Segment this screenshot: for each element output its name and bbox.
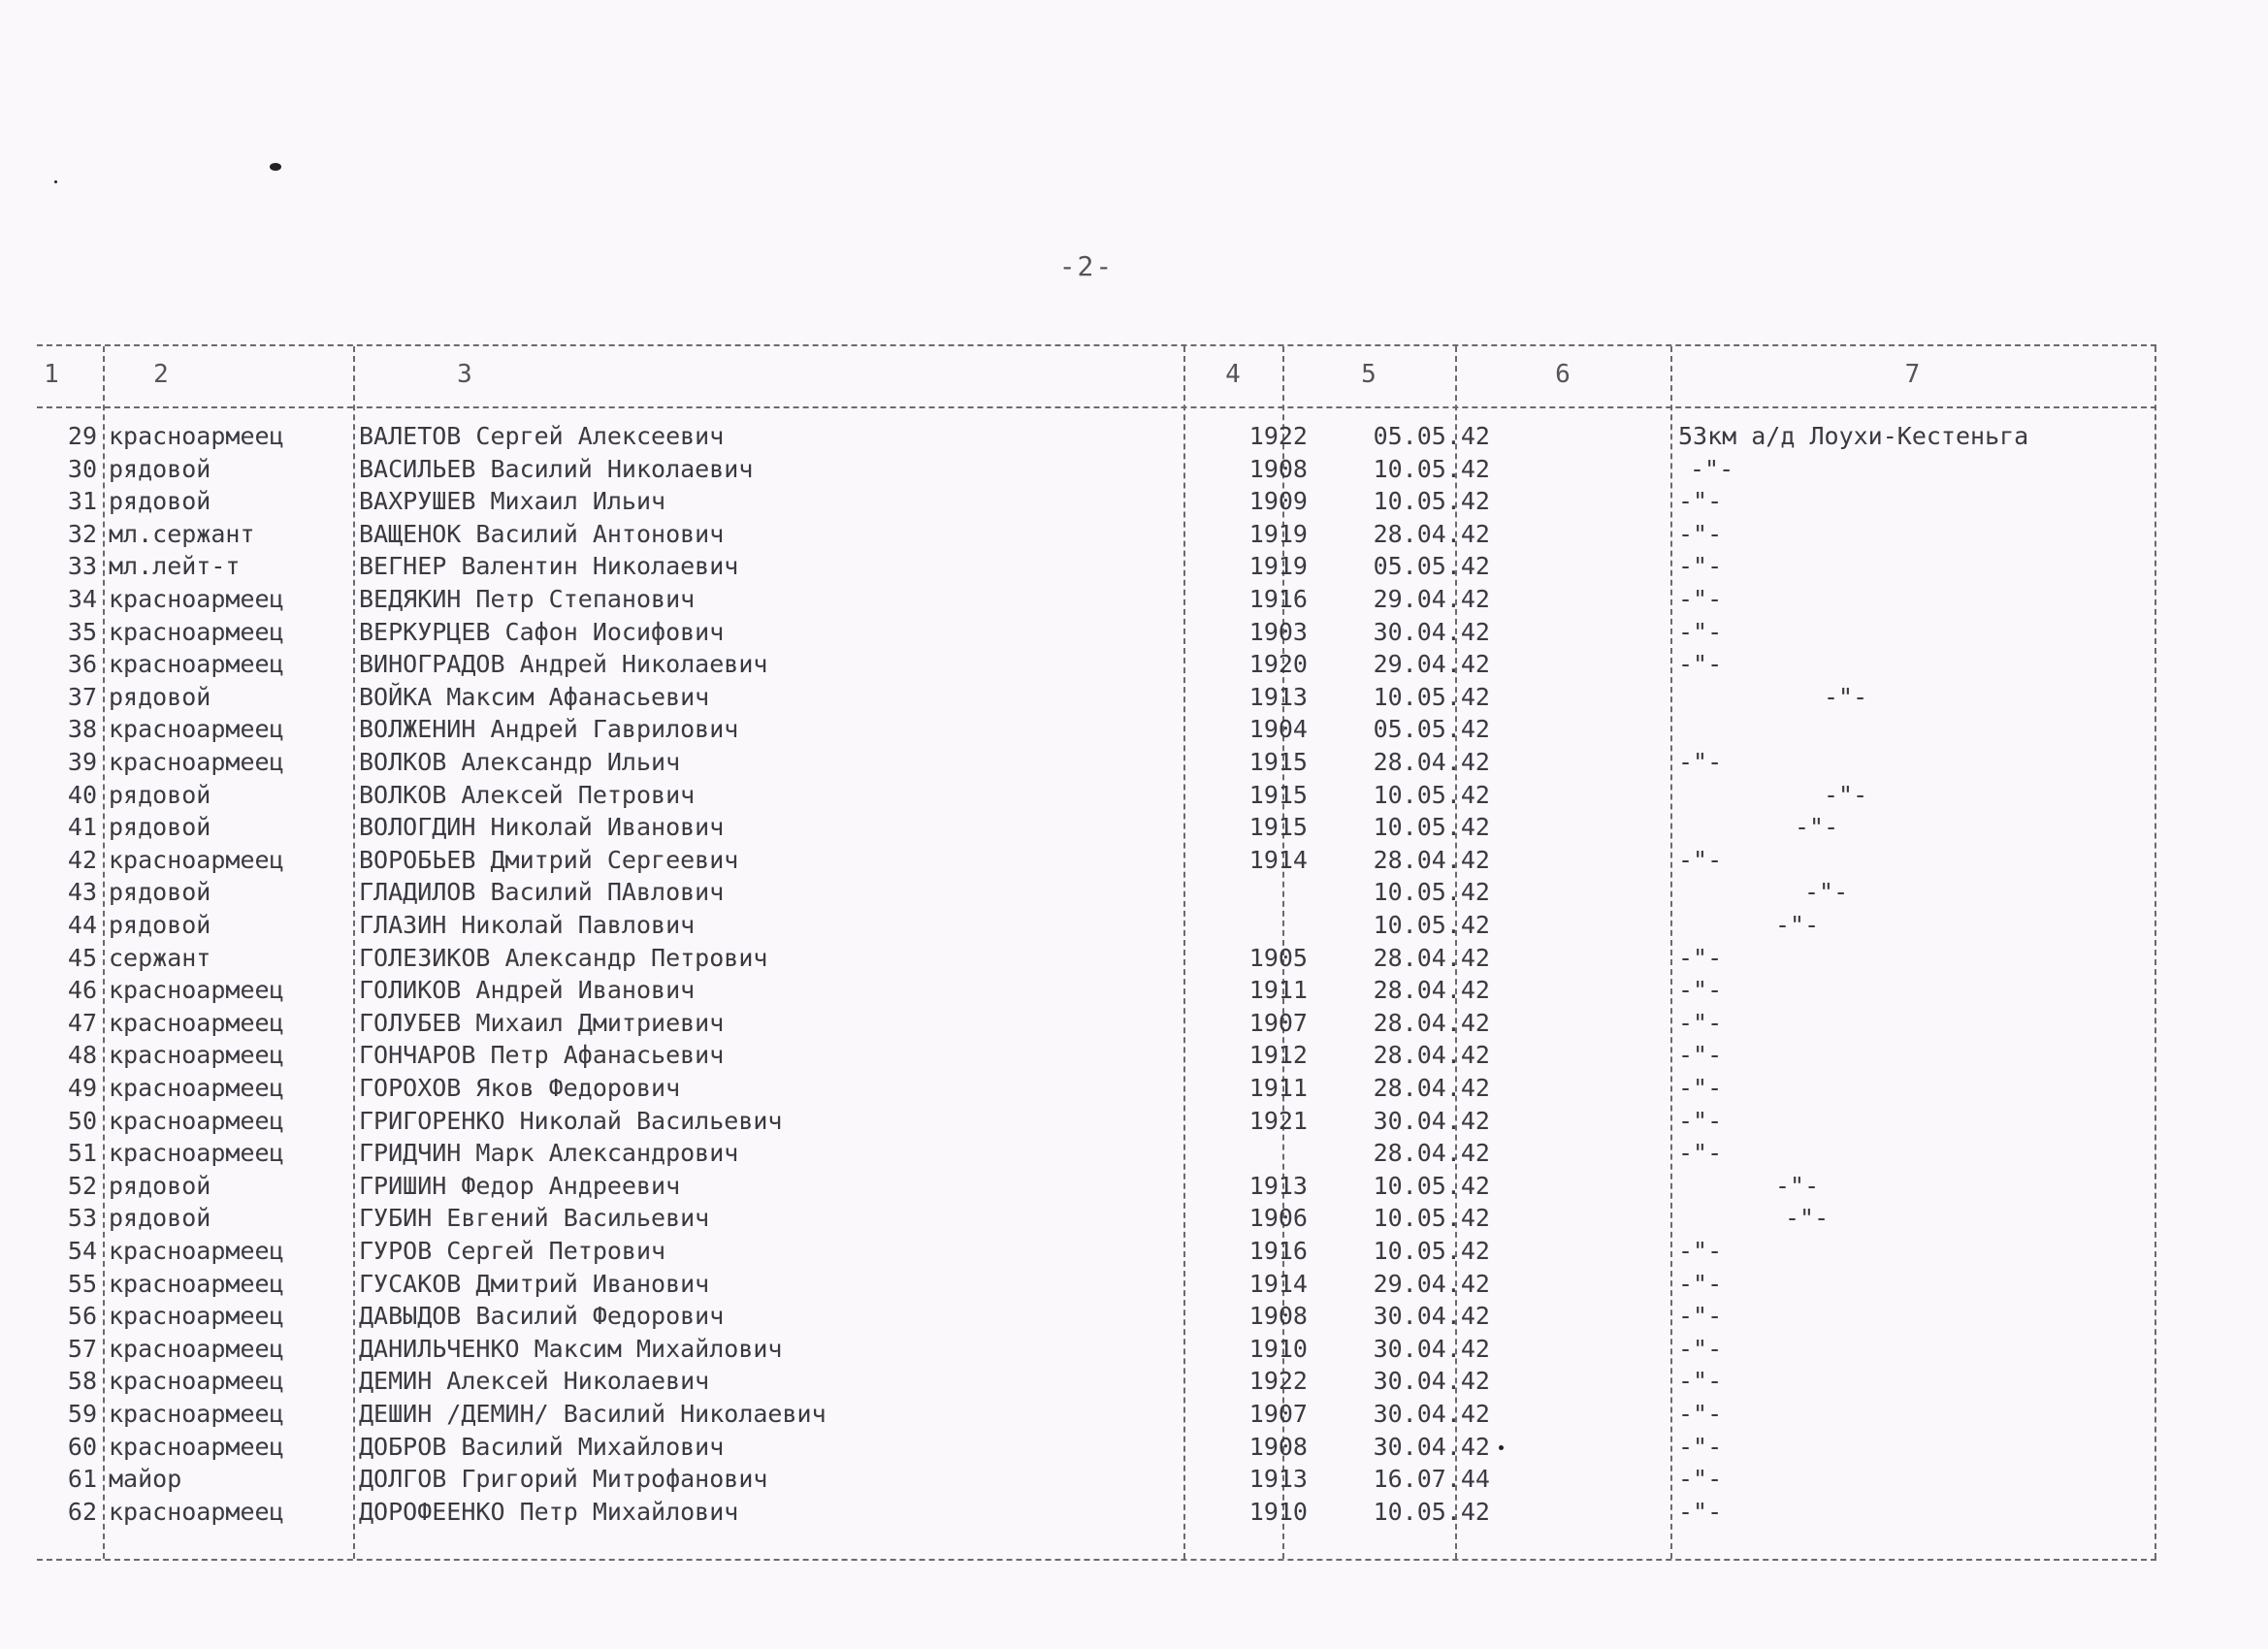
cell-name: ВАХРУШЕВ Михаил Ильич <box>359 487 666 516</box>
cell-col7: -"- <box>1678 487 1723 516</box>
cell-name: ГУРОВ Сергей Петрович <box>359 1237 666 1265</box>
cell-rank: рядовой <box>109 911 211 939</box>
scan-speck <box>1499 1445 1504 1450</box>
table-row <box>37 746 2156 779</box>
cell-n: 53 <box>67 1204 97 1233</box>
cell-name: ГРИДЧИН Марк Александрович <box>359 1139 739 1168</box>
table-row <box>37 1235 2156 1268</box>
table-row <box>37 1268 2156 1301</box>
cell-col7: 53км а/д Лоухи-Кестеньга <box>1678 422 2029 450</box>
table-row <box>37 844 2156 877</box>
cell-name: ГРИГОРЕНКО Николай Васильевич <box>359 1106 783 1135</box>
table-row <box>37 518 2156 551</box>
cell-col7: -"- <box>1678 1074 1723 1102</box>
cell-rank: красноармеец <box>109 1400 284 1428</box>
cell-n: 57 <box>67 1334 97 1363</box>
cell-rank: красноармеец <box>109 1008 284 1037</box>
cell-col7: -"- <box>1678 1334 1723 1363</box>
cell-date: 30.04.42 <box>1373 1334 1490 1363</box>
cell-year: 1911 <box>1248 1074 1308 1102</box>
scan-speck <box>54 180 57 183</box>
scan-speck <box>270 163 281 171</box>
cell-n: 56 <box>67 1302 97 1331</box>
table-row <box>37 1039 2156 1072</box>
cell-rank: красноармеец <box>109 1334 284 1363</box>
cell-n: 60 <box>67 1432 97 1461</box>
cell-n: 42 <box>67 845 97 874</box>
cell-date: 30.04.42 <box>1373 1400 1490 1428</box>
cell-n: 61 <box>67 1465 97 1494</box>
cell-name: ВИНОГРАДОВ Андрей Николаевич <box>359 650 768 679</box>
column-header-4: 4 <box>1225 360 1241 389</box>
cell-name: ВАСИЛЬЕВ Василий Николаевич <box>359 454 754 483</box>
cell-col7: -"- <box>1678 1432 1723 1461</box>
cell-date: 28.04.42 <box>1373 1074 1490 1102</box>
cell-name: ВОЛОГДИН Николай Иванович <box>359 813 725 842</box>
cell-year: 1916 <box>1248 585 1308 613</box>
cell-n: 49 <box>67 1074 97 1102</box>
column-header-5: 5 <box>1361 360 1377 389</box>
table-row <box>37 811 2156 844</box>
cell-year: 1913 <box>1248 682 1308 711</box>
cell-year: 1904 <box>1248 715 1308 744</box>
cell-year: 1919 <box>1248 552 1308 581</box>
cell-year: 1913 <box>1248 1465 1308 1494</box>
cell-date: 28.04.42 <box>1373 943 1490 972</box>
cell-n: 47 <box>67 1008 97 1037</box>
column-header-6: 6 <box>1555 360 1571 389</box>
cell-name: ДОЛГОВ Григорий Митрофанович <box>359 1465 768 1494</box>
cell-col7: -"- <box>1678 1237 1723 1265</box>
cell-date: 30.04.42 <box>1373 1302 1490 1331</box>
cell-name: ГОНЧАРОВ Петр Афанасьевич <box>359 1041 725 1070</box>
cell-name: ВЕДЯКИН Петр Степанович <box>359 585 696 613</box>
table-row <box>37 1463 2156 1496</box>
cell-rank: рядовой <box>109 780 211 809</box>
cell-date: 29.04.42 <box>1373 1269 1490 1298</box>
cell-col7: -"- <box>1795 813 1839 842</box>
cell-col7: -"- <box>1678 1302 1723 1331</box>
cell-n: 31 <box>67 487 97 516</box>
cell-name: ВАЩЕНОК Василий Антонович <box>359 519 725 548</box>
cell-date: 10.05.42 <box>1373 911 1490 939</box>
cell-col7: -"- <box>1678 845 1723 874</box>
cell-year: 1907 <box>1248 1400 1308 1428</box>
cell-n: 43 <box>67 878 97 907</box>
cell-col7: -"- <box>1678 650 1723 679</box>
cell-name: ВЕГНЕР Валентин Николаевич <box>359 552 739 581</box>
cell-col7: -"- <box>1678 976 1723 1005</box>
cell-n: 46 <box>67 976 97 1005</box>
cell-year: 1908 <box>1248 454 1308 483</box>
cell-n: 36 <box>67 650 97 679</box>
cell-n: 45 <box>67 943 97 972</box>
cell-rank: красноармеец <box>109 650 284 679</box>
table-row <box>37 779 2156 812</box>
cell-rank: красноармеец <box>109 715 284 744</box>
cell-col7: -"- <box>1678 1139 1723 1168</box>
cell-n: 54 <box>67 1237 97 1265</box>
table-row <box>37 876 2156 909</box>
cell-date: 28.04.42 <box>1373 1139 1490 1168</box>
cell-year: 1910 <box>1248 1497 1308 1526</box>
cell-n: 41 <box>67 813 97 842</box>
cell-date: 10.05.42 <box>1373 1497 1490 1526</box>
cell-date: 30.04.42 <box>1373 1432 1490 1461</box>
cell-year: 1909 <box>1248 487 1308 516</box>
cell-rank: рядовой <box>109 1171 211 1200</box>
cell-date: 28.04.42 <box>1373 519 1490 548</box>
cell-year: 1915 <box>1248 813 1308 842</box>
cell-rank: сержант <box>109 943 211 972</box>
cell-rank: красноармеец <box>109 845 284 874</box>
cell-name: ГОЛИКОВ Андрей Иванович <box>359 976 696 1005</box>
cell-name: ГОЛУБЕВ Михаил Дмитриевич <box>359 1008 725 1037</box>
cell-date: 10.05.42 <box>1373 487 1490 516</box>
cell-name: ГОЛЕЗИКОВ Александр Петрович <box>359 943 768 972</box>
cell-col7: -"- <box>1678 1106 1723 1135</box>
cell-date: 05.05.42 <box>1373 552 1490 581</box>
cell-n: 33 <box>67 552 97 581</box>
table-row <box>37 1365 2156 1398</box>
cell-col7: -"- <box>1690 454 1734 483</box>
column-header-3: 3 <box>457 360 472 389</box>
table-row <box>37 453 2156 486</box>
cell-name: ВЕРКУРЦЕВ Сафон Иосифович <box>359 617 725 646</box>
cell-name: ДЕМИН Алексей Николаевич <box>359 1367 710 1396</box>
cell-rank: рядовой <box>109 1204 211 1233</box>
cell-year: 1913 <box>1248 1171 1308 1200</box>
cell-col7: -"- <box>1678 1465 1723 1494</box>
cell-rank: красноармеец <box>109 1497 284 1526</box>
header-separator <box>37 406 2156 408</box>
table-row <box>37 1333 2156 1366</box>
cell-name: ДЕШИН /ДЕМИН/ Василий Николаевич <box>359 1400 826 1428</box>
cell-name: ВОЛЖЕНИН Андрей Гаврилович <box>359 715 739 744</box>
burial-list-table <box>37 344 2156 1561</box>
cell-year: 1903 <box>1248 617 1308 646</box>
table-row <box>37 1300 2156 1333</box>
cell-year: 1907 <box>1248 1008 1308 1037</box>
cell-name: ВОЙКА Максим Афанасьевич <box>359 682 710 711</box>
cell-date: 30.04.42 <box>1373 1367 1490 1396</box>
cell-year: 1908 <box>1248 1302 1308 1331</box>
table-row <box>37 681 2156 714</box>
cell-year: 1921 <box>1248 1106 1308 1135</box>
cell-year: 1916 <box>1248 1237 1308 1265</box>
cell-year: 1906 <box>1248 1204 1308 1233</box>
cell-date: 05.05.42 <box>1373 422 1490 450</box>
cell-date: 10.05.42 <box>1373 878 1490 907</box>
cell-n: 62 <box>67 1497 97 1526</box>
table-row <box>37 550 2156 583</box>
table-row <box>37 1072 2156 1105</box>
cell-name: ВАЛЕТОВ Сергей Алексеевич <box>359 422 725 450</box>
cell-date: 10.05.42 <box>1373 454 1490 483</box>
cell-rank: красноармеец <box>109 748 284 776</box>
cell-name: ДАВЫДОВ Василий Федорович <box>359 1302 725 1331</box>
cell-rank: красноармеец <box>109 1432 284 1461</box>
column-header-1: 1 <box>44 360 59 389</box>
cell-date: 10.05.42 <box>1373 682 1490 711</box>
table-row <box>37 420 2156 453</box>
cell-n: 51 <box>67 1139 97 1168</box>
cell-col7: -"- <box>1678 519 1723 548</box>
cell-year: 1915 <box>1248 748 1308 776</box>
cell-col7: -"- <box>1775 911 1820 939</box>
cell-name: ГУСАКОВ Дмитрий Иванович <box>359 1269 710 1298</box>
cell-date: 28.04.42 <box>1373 976 1490 1005</box>
cell-n: 48 <box>67 1041 97 1070</box>
table-row <box>37 648 2156 681</box>
cell-year: 1922 <box>1248 1367 1308 1396</box>
cell-rank: красноармеец <box>109 1106 284 1135</box>
cell-col7: -"- <box>1678 748 1723 776</box>
cell-n: 40 <box>67 780 97 809</box>
cell-date: 10.05.42 <box>1373 813 1490 842</box>
cell-name: ДАНИЛЬЧЕНКО Максим Михайлович <box>359 1334 783 1363</box>
cell-rank: рядовой <box>109 682 211 711</box>
table-row <box>37 583 2156 616</box>
cell-date: 28.04.42 <box>1373 748 1490 776</box>
cell-date: 28.04.42 <box>1373 845 1490 874</box>
cell-date: 10.05.42 <box>1373 1204 1490 1233</box>
cell-rank: красноармеец <box>109 1237 284 1265</box>
cell-year: 1912 <box>1248 1041 1308 1070</box>
cell-rank: мл.сержант <box>109 519 255 548</box>
cell-rank: рядовой <box>109 878 211 907</box>
cell-n: 38 <box>67 715 97 744</box>
cell-col7: -"- <box>1678 1367 1723 1396</box>
column-header-7: 7 <box>1904 360 1921 389</box>
cell-name: ДОБРОВ Василий Михайлович <box>359 1432 725 1461</box>
cell-name: ГЛАЗИН Николай Павлович <box>359 911 696 939</box>
table-row <box>37 1496 2156 1529</box>
cell-n: 58 <box>67 1367 97 1396</box>
cell-date: 10.05.42 <box>1373 1171 1490 1200</box>
cell-col7: -"- <box>1775 1171 1820 1200</box>
cell-date: 30.04.42 <box>1373 617 1490 646</box>
table-row <box>37 1398 2156 1431</box>
cell-col7: -"- <box>1678 1008 1723 1037</box>
cell-col7: -"- <box>1824 682 1868 711</box>
cell-date: 10.05.42 <box>1373 780 1490 809</box>
cell-rank: рядовой <box>109 454 211 483</box>
page-number: -2- <box>1058 250 1115 282</box>
table-row <box>37 1007 2156 1040</box>
cell-name: ВОРОБЬЕВ Дмитрий Сергеевич <box>359 845 739 874</box>
cell-year: 1910 <box>1248 1334 1308 1363</box>
cell-col7: -"- <box>1824 780 1868 809</box>
cell-date: 10.05.42 <box>1373 1237 1490 1265</box>
cell-date: 28.04.42 <box>1373 1041 1490 1070</box>
cell-date: 30.04.42 <box>1373 1106 1490 1135</box>
cell-rank: красноармеец <box>109 1041 284 1070</box>
cell-date: 29.04.42 <box>1373 650 1490 679</box>
cell-n: 29 <box>67 422 97 450</box>
column-header-2: 2 <box>153 360 169 389</box>
table-row <box>37 942 2156 975</box>
cell-rank: мл.лейт-т <box>109 552 241 581</box>
cell-date: 29.04.42 <box>1373 585 1490 613</box>
cell-col7: -"- <box>1804 878 1849 907</box>
cell-rank: красноармеец <box>109 976 284 1005</box>
cell-name: ГЛАДИЛОВ Василий ПАвлович <box>359 878 725 907</box>
cell-n: 37 <box>67 682 97 711</box>
cell-n: 34 <box>67 585 97 613</box>
cell-rank: красноармеец <box>109 585 284 613</box>
cell-year: 1922 <box>1248 422 1308 450</box>
cell-date: 16.07.44 <box>1373 1465 1490 1494</box>
table-row <box>37 1105 2156 1138</box>
cell-rank: красноармеец <box>109 1139 284 1168</box>
cell-n: 35 <box>67 617 97 646</box>
cell-col7: -"- <box>1678 585 1723 613</box>
cell-n: 52 <box>67 1171 97 1200</box>
cell-date: 28.04.42 <box>1373 1008 1490 1037</box>
cell-col7: -"- <box>1678 943 1723 972</box>
cell-year: 1905 <box>1248 943 1308 972</box>
cell-rank: красноармеец <box>109 617 284 646</box>
cell-n: 59 <box>67 1400 97 1428</box>
cell-rank: красноармеец <box>109 1302 284 1331</box>
cell-year: 1914 <box>1248 845 1308 874</box>
table-row <box>37 909 2156 942</box>
cell-col7: -"- <box>1678 552 1723 581</box>
table-row <box>37 1202 2156 1235</box>
cell-col7: -"- <box>1678 1269 1723 1298</box>
cell-col7: -"- <box>1678 1400 1723 1428</box>
cell-n: 44 <box>67 911 97 939</box>
cell-date: 05.05.42 <box>1373 715 1490 744</box>
table-row <box>37 616 2156 649</box>
table-row <box>37 1170 2156 1203</box>
cell-col7: -"- <box>1678 617 1723 646</box>
cell-col7: -"- <box>1678 1041 1723 1070</box>
cell-rank: майор <box>109 1465 182 1494</box>
table-row <box>37 1431 2156 1464</box>
cell-rank: красноармеец <box>109 1074 284 1102</box>
cell-year: 1911 <box>1248 976 1308 1005</box>
cell-rank: красноармеец <box>109 1269 284 1298</box>
cell-n: 32 <box>67 519 97 548</box>
cell-rank: красноармеец <box>109 1367 284 1396</box>
table-row <box>37 713 2156 746</box>
cell-col7: -"- <box>1785 1204 1830 1233</box>
cell-rank: рядовой <box>109 813 211 842</box>
cell-year: 1920 <box>1248 650 1308 679</box>
cell-rank: рядовой <box>109 487 211 516</box>
cell-year: 1908 <box>1248 1432 1308 1461</box>
cell-name: ДОРОФЕЕНКО Петр Михайлович <box>359 1497 739 1526</box>
cell-rank: красноармеец <box>109 422 284 450</box>
cell-year: 1914 <box>1248 1269 1308 1298</box>
cell-n: 39 <box>67 748 97 776</box>
cell-year: 1915 <box>1248 780 1308 809</box>
cell-name: ГРИШИН Федор Андреевич <box>359 1171 681 1200</box>
table-row <box>37 485 2156 518</box>
cell-name: ВОЛКОВ Алексей Петрович <box>359 780 696 809</box>
cell-n: 50 <box>67 1106 97 1135</box>
table-row <box>37 1137 2156 1170</box>
table-row <box>37 974 2156 1007</box>
cell-name: ГОРОХОВ Яков Федорович <box>359 1074 681 1102</box>
cell-year: 1919 <box>1248 519 1308 548</box>
cell-n: 30 <box>67 454 97 483</box>
cell-name: ГУБИН Евгений Васильевич <box>359 1204 710 1233</box>
cell-n: 55 <box>67 1269 97 1298</box>
cell-name: ВОЛКОВ Александр Ильич <box>359 748 681 776</box>
cell-col7: -"- <box>1678 1497 1723 1526</box>
